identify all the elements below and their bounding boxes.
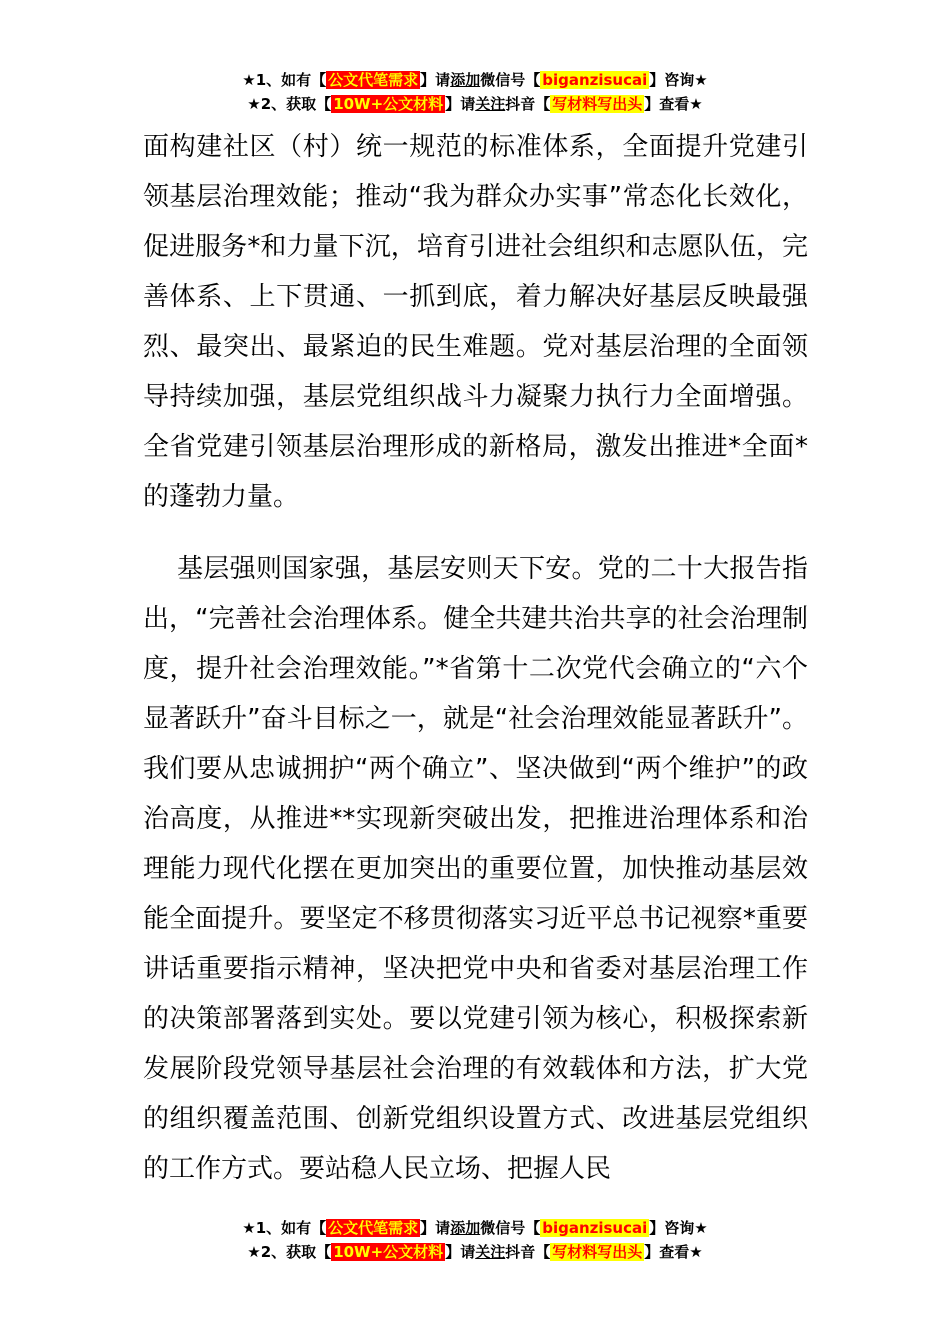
footer-banner [0, 1216, 950, 1264]
banner-text: ★2、获取【 [247, 95, 332, 113]
banner-text: 】查看★ [644, 1243, 703, 1261]
banner-emphasis: 添加 [450, 71, 481, 89]
banner-wechat-id: biganzisucai [542, 1219, 648, 1237]
banner-highlight: 10W+公文材料 [333, 1243, 444, 1261]
banner-highlight: 公文代笔需求 [328, 71, 419, 89]
banner-line-1 [0, 68, 950, 92]
banner-text: ★2、获取【 [247, 1243, 332, 1261]
document-body [143, 122, 808, 1194]
banner-text: 】请 [420, 1219, 451, 1237]
banner-text: 】查看★ [644, 95, 703, 113]
banner-line-2 [0, 92, 950, 116]
paragraph-2: 基层强则国家强，基层安则天下安。党的二十大报告指出，“完善社会治理体系。健全共建共治共享的社会治理制度，提升社会治理效能。”*省第十二次党代会确立的“六个显著跃升”奋斗目标之一，就是“社会治理效能显著跃升”。我们要从忠诚拥护“两个确立”、坚决做到“两个维护”的政治高度，从推进**实现新突破出发，把推进治理体系和治理能力现代化摆在更加突出的重要位置，加快推动基层效能全面提升。要坚定不移贯彻落实习近平总书记视察*重要讲话重要指示精神，坚决把党中央和省委对基层治理工作的决策部署落到实处。要以党建引领为核心，积极探索新发展阶段党领导基层社会治理的有效载体和方法，扩大党的组织覆盖范围、创新党组织设置方式、改进基层党组织的工作方式。要站稳人民立场、把握人民 [143, 554, 808, 1184]
banner-douyin-id: 写材料写出头 [552, 95, 643, 113]
banner-highlight: 10W+公文材料 [333, 95, 444, 113]
banner-text: 】请 [445, 1243, 476, 1261]
banner-line-1 [0, 1216, 950, 1240]
header-banner [0, 68, 950, 116]
banner-text: 】咨询★ [649, 1219, 708, 1237]
banner-text: ★1、如有【 [242, 71, 327, 89]
banner-text: 微信号【 [480, 71, 541, 89]
banner-text: 抖音【 [505, 95, 551, 113]
banner-highlight: 公文代笔需求 [328, 1219, 419, 1237]
banner-text: 微信号【 [480, 1219, 541, 1237]
banner-wechat-id: biganzisucai [542, 71, 648, 89]
banner-text: ★1、如有【 [242, 1219, 327, 1237]
banner-emphasis: 添加 [450, 1219, 481, 1237]
banner-text: 抖音【 [505, 1243, 551, 1261]
paragraph-1: 面构建社区（村）统一规范的标准体系，全面提升党建引领基层治理效能；推动“我为群众办实事”常态化长效化，促进服务*和力量下沉，培育引进社会组织和志愿队伍，完善体系、上下贯通、一抓到底，着力解决好基层反映最强烈、最突出、最紧迫的民生难题。党对基层治理的全面领导持续加强，基层党组织战斗力凝聚力执行力全面增强。全省党建引领基层治理形成的新格局，激发出推进*全面*的蓬勃力量。 [143, 132, 808, 512]
banner-text: 】请 [445, 95, 476, 113]
banner-emphasis: 关注 [475, 1243, 506, 1261]
banner-text: 】咨询★ [649, 71, 708, 89]
paragraph-spacer [143, 522, 808, 544]
banner-douyin-id: 写材料写出头 [552, 1243, 643, 1261]
banner-text: 】请 [420, 71, 451, 89]
banner-emphasis: 关注 [475, 95, 506, 113]
banner-line-2 [0, 1240, 950, 1264]
